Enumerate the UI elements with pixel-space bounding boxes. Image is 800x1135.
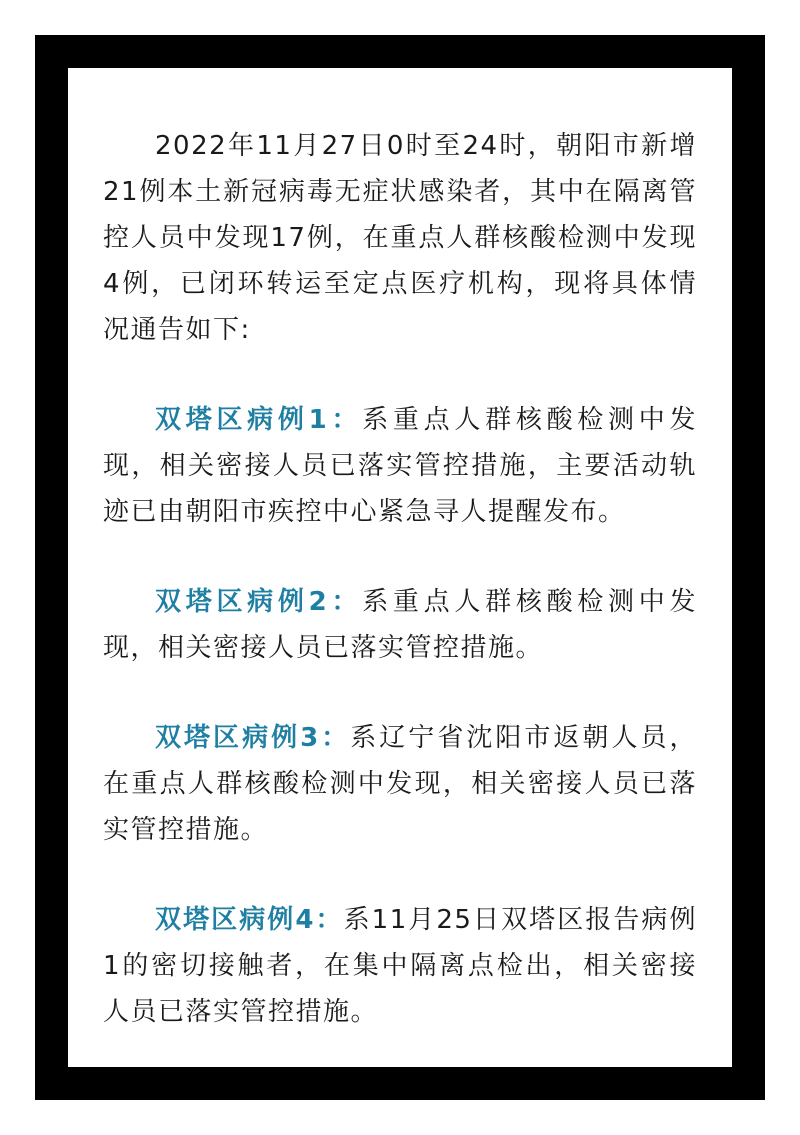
- case-text-4: 系11月25日双塔区报告病例1的密切接触者，在集中隔离点检出，相关密接人员已落实管控措施。: [103, 905, 698, 1027]
- case-paragraph-3: [103, 715, 697, 853]
- case-label-2: 双塔区病例2：: [155, 587, 363, 617]
- case-text-3: 系辽宁省沈阳市返朝人员，在重点人群核酸检测中发现，相关密接人员已落实管控措施。: [103, 723, 697, 845]
- case-label-4: 双塔区病例4：: [155, 905, 344, 935]
- case-label-3: 双塔区病例3：: [155, 723, 351, 753]
- case-paragraph-1: [103, 397, 697, 535]
- intro-paragraph: 2022年11月27日0时至24时，朝阳市新增21例本土新冠病毒无症状感染者，其中在隔离管控人员中发现17例，在重点人群核酸检测中发现4例，已闭环转运至定点医疗机构，现将具体情况通告如下:: [103, 131, 697, 345]
- case-paragraph-4: [103, 897, 697, 1035]
- black-frame: [35, 35, 765, 1100]
- case-text-1: 系重点人群核酸检测中发现，相关密接人员已落实管控措施，主要活动轨迹已由朝阳市疾控中心紧急寻人提醒发布。: [103, 405, 697, 527]
- case-label-1: 双塔区病例1：: [155, 405, 363, 435]
- notice-paper: [68, 68, 732, 1067]
- case-paragraph-2: [103, 579, 697, 671]
- case-text-2: 系重点人群核酸检测中发现，相关密接人员已落实管控措施。: [103, 587, 697, 663]
